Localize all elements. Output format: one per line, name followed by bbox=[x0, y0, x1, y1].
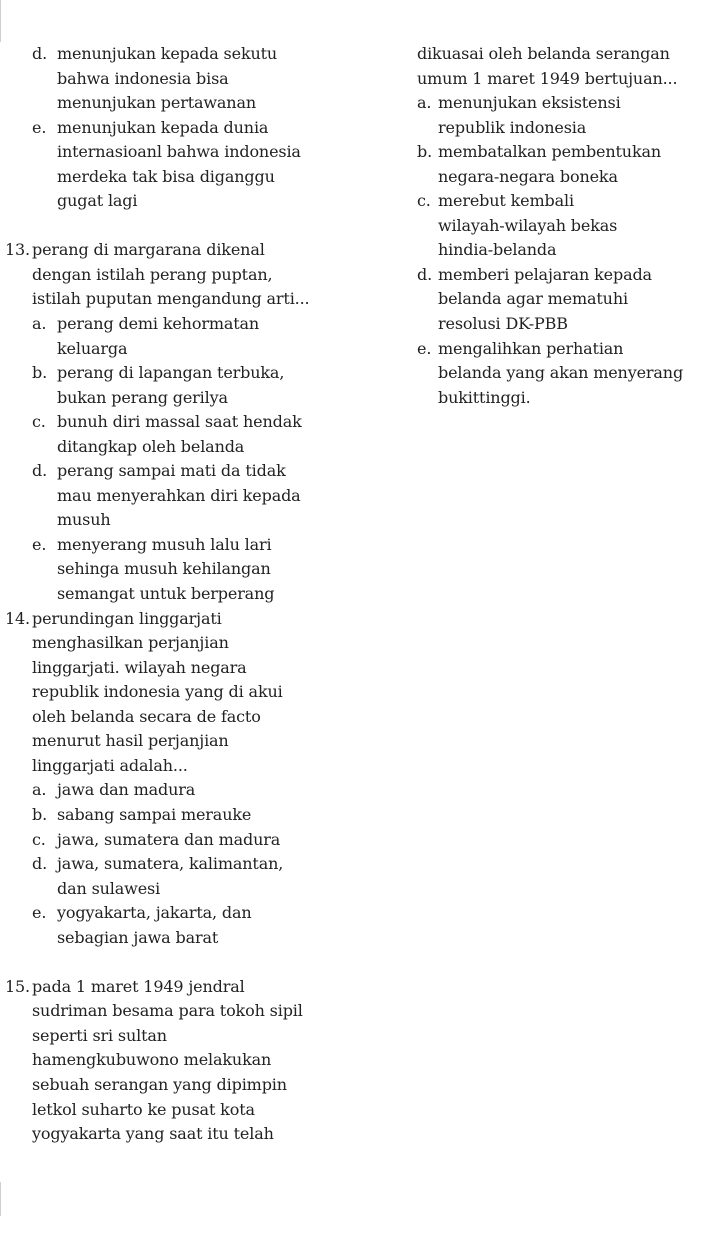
q15-question-line bbox=[0, 1024, 400, 1049]
option-letter: e. bbox=[32, 117, 47, 137]
option-letter: e. bbox=[417, 338, 432, 358]
q15-option-d-line bbox=[405, 312, 710, 337]
option-text: negara-negara boneka bbox=[438, 166, 618, 186]
option-text: perang demi kehormatan bbox=[57, 314, 260, 334]
q12-option-e-line bbox=[0, 140, 400, 165]
option-letter: c. bbox=[32, 412, 46, 432]
option-letter: b. bbox=[32, 363, 48, 383]
right-column bbox=[405, 42, 710, 410]
question-text: republik indonesia yang di akui bbox=[32, 682, 283, 702]
option-text: perang sampai mati da tidak bbox=[57, 461, 286, 481]
option-letter: c. bbox=[417, 191, 431, 211]
q14-option-d-line bbox=[0, 877, 400, 902]
option-letter: d. bbox=[32, 44, 48, 63]
q13-option-c-line bbox=[0, 410, 400, 435]
q14-option-b-line bbox=[0, 803, 400, 828]
option-text: dan sulawesi bbox=[57, 878, 161, 898]
option-text: hindia-belanda bbox=[438, 240, 557, 260]
spacer bbox=[0, 214, 400, 239]
question-text: oleh belanda secara de facto bbox=[32, 706, 261, 726]
q15-option-c-line bbox=[405, 238, 710, 263]
option-text: keluarga bbox=[57, 338, 128, 358]
q15-question-line bbox=[0, 1122, 400, 1147]
spacer bbox=[0, 950, 400, 975]
q14-option-e-line bbox=[0, 926, 400, 951]
option-letter: b. bbox=[417, 142, 433, 162]
q13-question-line bbox=[0, 238, 400, 263]
option-letter: c. bbox=[32, 829, 46, 849]
option-letter: a. bbox=[417, 93, 432, 113]
option-text: gugat lagi bbox=[57, 191, 138, 211]
q15-option-c-line bbox=[405, 214, 710, 239]
option-text: resolusi DK-PBB bbox=[438, 314, 568, 334]
option-text: belanda yang akan menyerang bbox=[438, 363, 684, 383]
option-text: sabang sampai merauke bbox=[57, 804, 252, 824]
q14-question-line bbox=[0, 729, 400, 754]
question-text: seperti sri sultan bbox=[32, 1025, 167, 1045]
option-text: sehinga musuh kehilangan bbox=[57, 559, 271, 579]
q15-question-line bbox=[0, 999, 400, 1024]
q14-option-c-line bbox=[0, 828, 400, 853]
q15-continuation-line bbox=[405, 42, 710, 67]
q14-question-line bbox=[0, 705, 400, 730]
q13-option-d-line bbox=[0, 459, 400, 484]
option-text: wilayah-wilayah bekas bbox=[438, 215, 618, 235]
q15-option-a-line bbox=[405, 91, 710, 116]
option-text: menunjukan pertawanan bbox=[57, 93, 257, 113]
q15-option-b-line bbox=[405, 165, 710, 190]
option-letter: e. bbox=[32, 534, 47, 554]
question-text: dengan istilah perang puptan, bbox=[32, 264, 273, 284]
option-text: mengalihkan perhatian bbox=[438, 338, 624, 358]
option-text: sebagian jawa barat bbox=[57, 927, 219, 947]
q15-question-line bbox=[0, 1048, 400, 1073]
option-letter: e. bbox=[32, 903, 47, 923]
option-letter: d. bbox=[32, 854, 48, 874]
option-text: ditangkap oleh belanda bbox=[57, 436, 245, 456]
q14-question-line bbox=[0, 656, 400, 681]
question-number: 13. bbox=[5, 240, 30, 260]
option-text: bunuh diri massal saat hendak bbox=[57, 412, 302, 432]
q13-option-e-line bbox=[0, 533, 400, 558]
q12-option-e-line bbox=[0, 189, 400, 214]
question-text: perang di margarana dikenal bbox=[32, 240, 265, 260]
option-text: bukan perang gerilya bbox=[57, 387, 228, 407]
q13-option-c-line bbox=[0, 435, 400, 460]
option-text: menunjukan kepada dunia bbox=[57, 117, 269, 137]
option-text: membatalkan pembentukan bbox=[438, 142, 662, 162]
option-letter: b. bbox=[32, 804, 48, 824]
q13-option-b-line bbox=[0, 361, 400, 386]
q14-option-d-line bbox=[0, 852, 400, 877]
q15-option-d-line bbox=[405, 287, 710, 312]
q14-option-e-line bbox=[0, 901, 400, 926]
question-text: perundingan linggarjati bbox=[32, 608, 222, 628]
question-text: sudriman besama para tokoh sipil bbox=[32, 1001, 303, 1021]
option-text: mau menyerahkan diri kepada bbox=[57, 485, 301, 505]
q14-question-line bbox=[0, 680, 400, 705]
option-letter: a. bbox=[32, 314, 47, 334]
option-text: menyerang musuh lalu lari bbox=[57, 534, 272, 554]
option-text: bahwa indonesia bisa bbox=[57, 68, 229, 88]
q13-option-d-line bbox=[0, 484, 400, 509]
option-text: bukittinggi. bbox=[438, 387, 531, 407]
option-text: jawa, sumatera, kalimantan, bbox=[57, 854, 284, 874]
q12-option-e-line bbox=[0, 165, 400, 190]
question-text: umum 1 maret 1949 bertujuan... bbox=[417, 68, 678, 88]
q15-option-e-line bbox=[405, 337, 710, 362]
left-column bbox=[0, 42, 400, 1147]
option-text: merebut kembali bbox=[438, 191, 574, 211]
q13-option-b-line bbox=[0, 386, 400, 411]
question-number: 14. bbox=[5, 608, 30, 628]
q14-question-line bbox=[0, 631, 400, 656]
option-letter: d. bbox=[32, 461, 48, 481]
question-text: hamengkubuwono melakukan bbox=[32, 1050, 272, 1070]
q12-option-d-line bbox=[0, 91, 400, 116]
q14-question-line bbox=[0, 607, 400, 632]
option-text: yogyakarta, jakarta, dan bbox=[57, 903, 252, 923]
q15-question-line bbox=[0, 975, 400, 1000]
q13-option-d-line bbox=[0, 508, 400, 533]
question-text: linggarjati adalah... bbox=[32, 755, 188, 775]
q15-question-line bbox=[0, 1073, 400, 1098]
q13-option-a-line bbox=[0, 337, 400, 362]
question-text: letkol suharto ke pusat kota bbox=[32, 1099, 255, 1119]
q13-question-line bbox=[0, 287, 400, 312]
q15-option-e-line bbox=[405, 361, 710, 386]
option-text: musuh bbox=[57, 510, 111, 530]
q15-question-line bbox=[0, 1098, 400, 1123]
q12-option-d-line bbox=[0, 42, 400, 67]
q12-option-d-line bbox=[0, 67, 400, 92]
q15-option-e-line bbox=[405, 386, 710, 411]
q15-option-c-line bbox=[405, 189, 710, 214]
option-text: menunjukan kepada sekutu bbox=[57, 44, 278, 63]
q14-option-a-line bbox=[0, 778, 400, 803]
q15-option-a-line bbox=[405, 116, 710, 141]
option-text: jawa, sumatera dan madura bbox=[57, 829, 281, 849]
question-text: yogyakarta yang saat itu telah bbox=[32, 1124, 274, 1144]
option-text: republik indonesia bbox=[438, 117, 587, 137]
option-text: belanda agar mematuhi bbox=[438, 289, 628, 309]
q13-question-line bbox=[0, 263, 400, 288]
question-text: menghasilkan perjanjian bbox=[32, 633, 229, 653]
option-text: perang di lapangan terbuka, bbox=[57, 363, 285, 383]
option-text: jawa dan madura bbox=[57, 780, 196, 800]
q13-option-e-line bbox=[0, 557, 400, 582]
question-text: istilah puputan mengandung arti... bbox=[32, 289, 310, 309]
q15-option-d-line bbox=[405, 263, 710, 288]
question-text: sebuah serangan yang dipimpin bbox=[32, 1074, 287, 1094]
q13-option-a-line bbox=[0, 312, 400, 337]
page-edge-top bbox=[0, 0, 1, 42]
question-text: pada 1 maret 1949 jendral bbox=[32, 976, 245, 996]
q12-option-e-line bbox=[0, 116, 400, 141]
page-edge-bottom bbox=[0, 1182, 1, 1216]
option-text: semangat untuk berperang bbox=[57, 584, 275, 604]
option-text: menunjukan eksistensi bbox=[438, 93, 621, 113]
option-letter: a. bbox=[32, 780, 47, 800]
question-text: menurut hasil perjanjian bbox=[32, 731, 229, 751]
q15-continuation-line bbox=[405, 67, 710, 92]
option-letter: d. bbox=[417, 264, 433, 284]
option-text: merdeka tak bisa diganggu bbox=[57, 166, 275, 186]
question-text: linggarjati. wilayah negara bbox=[32, 657, 247, 677]
q14-question-line bbox=[0, 754, 400, 779]
option-text: internasioanl bahwa indonesia bbox=[57, 142, 301, 162]
q13-option-e-line bbox=[0, 582, 400, 607]
question-text: dikuasai oleh belanda serangan bbox=[417, 44, 670, 63]
q15-option-b-line bbox=[405, 140, 710, 165]
option-text: memberi pelajaran kepada bbox=[438, 264, 652, 284]
question-number: 15. bbox=[5, 976, 30, 996]
